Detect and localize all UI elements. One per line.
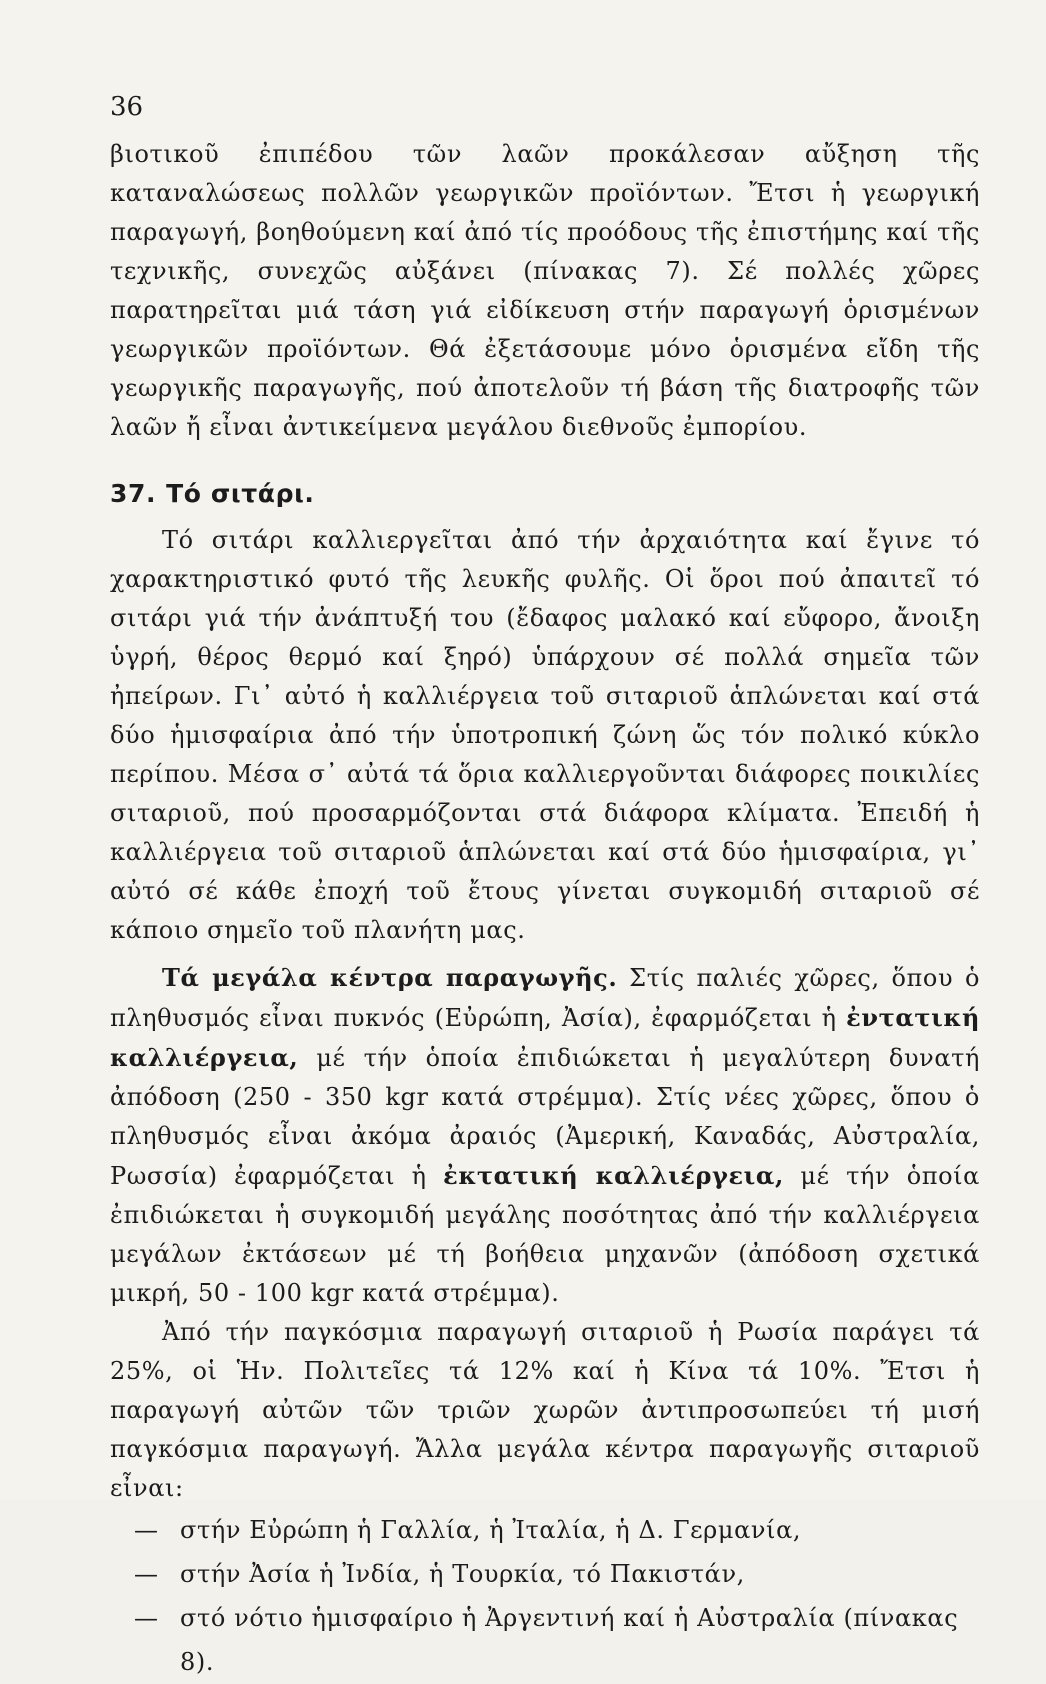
list-dash: — xyxy=(134,1516,159,1544)
list-item-text: στήν Ἀσία ἡ Ἰνδία, ἡ Τουρκία, τό Πακιστάν, xyxy=(180,1560,745,1588)
production-centers-text-1: Στίς παλιές χῶρες, ὅπου ὁ πληθυσμός εἶναι πυκνός (Εὐρώπη, Ἀσία), ἐφαρμόζεται ἡ xyxy=(110,964,981,1032)
production-centers-list xyxy=(110,1508,980,1684)
page-body xyxy=(110,135,980,1684)
production-centers-paragraph xyxy=(110,958,980,1313)
production-centers-text-3: μέ τήν ὁποία ἐπιδιώκεται ἡ συγκομιδή μεγάλης ποσότητας ἀπό τήν καλλιέργεια μεγάλων ἐκτάσεων μέ τή βοήθεια μηχανῶν (ἀπόδοση σχετικά μικρή, 50 - 100 kgr κατά στρέμμα). xyxy=(110,1162,980,1307)
section-title: Τό σιτάρι. xyxy=(166,479,315,508)
list-item-text: στήν Εὐρώπη ἡ Γαλλία, ἡ Ἰταλία, ἡ Δ. Γερμανία, xyxy=(180,1516,802,1544)
intensive-cultivation-term: ἐντατική καλλιέργεια, xyxy=(110,1003,980,1072)
production-share-paragraph: Ἀπό τήν παγκόσμια παραγωγή σιταριοῦ ἡ Ρωσία παράγει τά 25%, οἱ Ἡν. Πολιτεῖες τά 12% καί ἡ Κίνα τά 10%. Ἔτσι ἡ παραγωγή αὐτῶν τῶν τριῶν χωρῶν ἀντιπροσωπεύει τή μισή παγκόσμια παραγωγή. Ἄλλα μεγάλα κέντρα παραγωγῆς σιταριοῦ εἶναι: xyxy=(110,1318,980,1502)
page-number: 36 xyxy=(110,92,144,122)
production-centers-text-2: μέ τήν ὁποία ἐπιδιώκεται ἡ μεγαλύτερη δυνατή ἀπόδοση (250 - 350 kgr κατά στρέμμα). Στίς νέες χῶρες, ὅπου ὁ πληθυσμός εἶναι ἀκόμα ἀραιός (Ἀμερική, Καναδάς, Αὐστραλία, Ρωσσία) ἐφαρμόζεται ἡ xyxy=(110,1044,980,1190)
section-paragraph: Τό σιτάρι καλλιεργεῖται ἀπό τήν ἀρχαιότητα καί ἔγινε τό χαρακτηριστικό φυτό τῆς λευκῆς φυλῆς. Οἱ ὅροι πού ἀπαιτεῖ τό σιτάρι γιά τήν ἀνάπτυξή του (ἔδαφος μαλακό καί εὔφορο, ἄνοιξη ὑγρή, θέρος θερμό καί ξηρό) ὑπάρχουν σέ πολλά σημεῖα τῶν ἠπείρων. Γι᾽ αὐτό ἡ καλλιέργεια τοῦ σιταριοῦ ἁπλώνεται καί στά δύο ἡμισφαίρια ἀπό τήν ὑποτροπική ζώνη ὥς τόν πολικό κύκλο περίπου. Μέσα σ᾽ αὐτά τά ὅρια καλλιεργοῦνται διάφορες ποικιλίες σιταριοῦ, πού προσαρμόζονται στά διάφορα κλίματα. Ἐπειδή ἡ καλλιέργεια τοῦ σιταριοῦ ἁπλώνεται καί στά δύο ἡμισφαίρια, γι᾽ αὐτό σέ κάθε ἐποχή τοῦ ἔτους γίνεται συγκομιδή σιταριοῦ σέ κάποιο σημεῖο τοῦ πλανήτη μας. xyxy=(110,526,980,944)
list-item xyxy=(110,1552,980,1596)
list-item xyxy=(110,1508,980,1552)
section-number: 37. xyxy=(110,479,157,508)
list-dash: — xyxy=(134,1560,159,1588)
list-item-text: στό νότιο ἡμισφαίριο ἡ Ἀργεντινή καί ἡ Αὐστραλία (πίνακας 8). xyxy=(180,1604,959,1676)
paragraph-gap xyxy=(110,950,980,958)
list-item xyxy=(110,1596,980,1684)
list-dash: — xyxy=(134,1604,159,1632)
extensive-cultivation-term: ἐκτατική καλλιέργεια, xyxy=(443,1161,784,1190)
intro-paragraph: βιοτικοῦ ἐπιπέδου τῶν λαῶν προκάλεσαν αὔξηση τῆς καταναλώσεως πολλῶν γεωργικῶν προϊόντων. Ἔτσι ἡ γεωργική παραγωγή, βοηθούμενη καί ἀπό τίς προόδους τῆς ἐπιστήμης καί τῆς τεχνικῆς, συνεχῶς αὐξάνει (πίνακας 7). Σέ πολλές χῶρες παρατηρεῖται μιά τάση γιά εἰδίκευση στήν παραγωγή ὁρισμένων γεωργικῶν προϊόντων. Θά ἐξετάσουμε μόνο ὁρισμένα εἴδη τῆς γεωργικῆς παραγωγῆς, πού ἀποτελοῦν τή βάση τῆς διατροφῆς τῶν λαῶν ἤ εἶναι ἀντικείμενα μεγάλου διεθνοῦς ἐμπορίου. xyxy=(110,140,980,441)
production-centers-lead: Τά μεγάλα κέντρα παραγωγῆς. xyxy=(162,963,618,992)
section-heading xyxy=(110,477,980,511)
